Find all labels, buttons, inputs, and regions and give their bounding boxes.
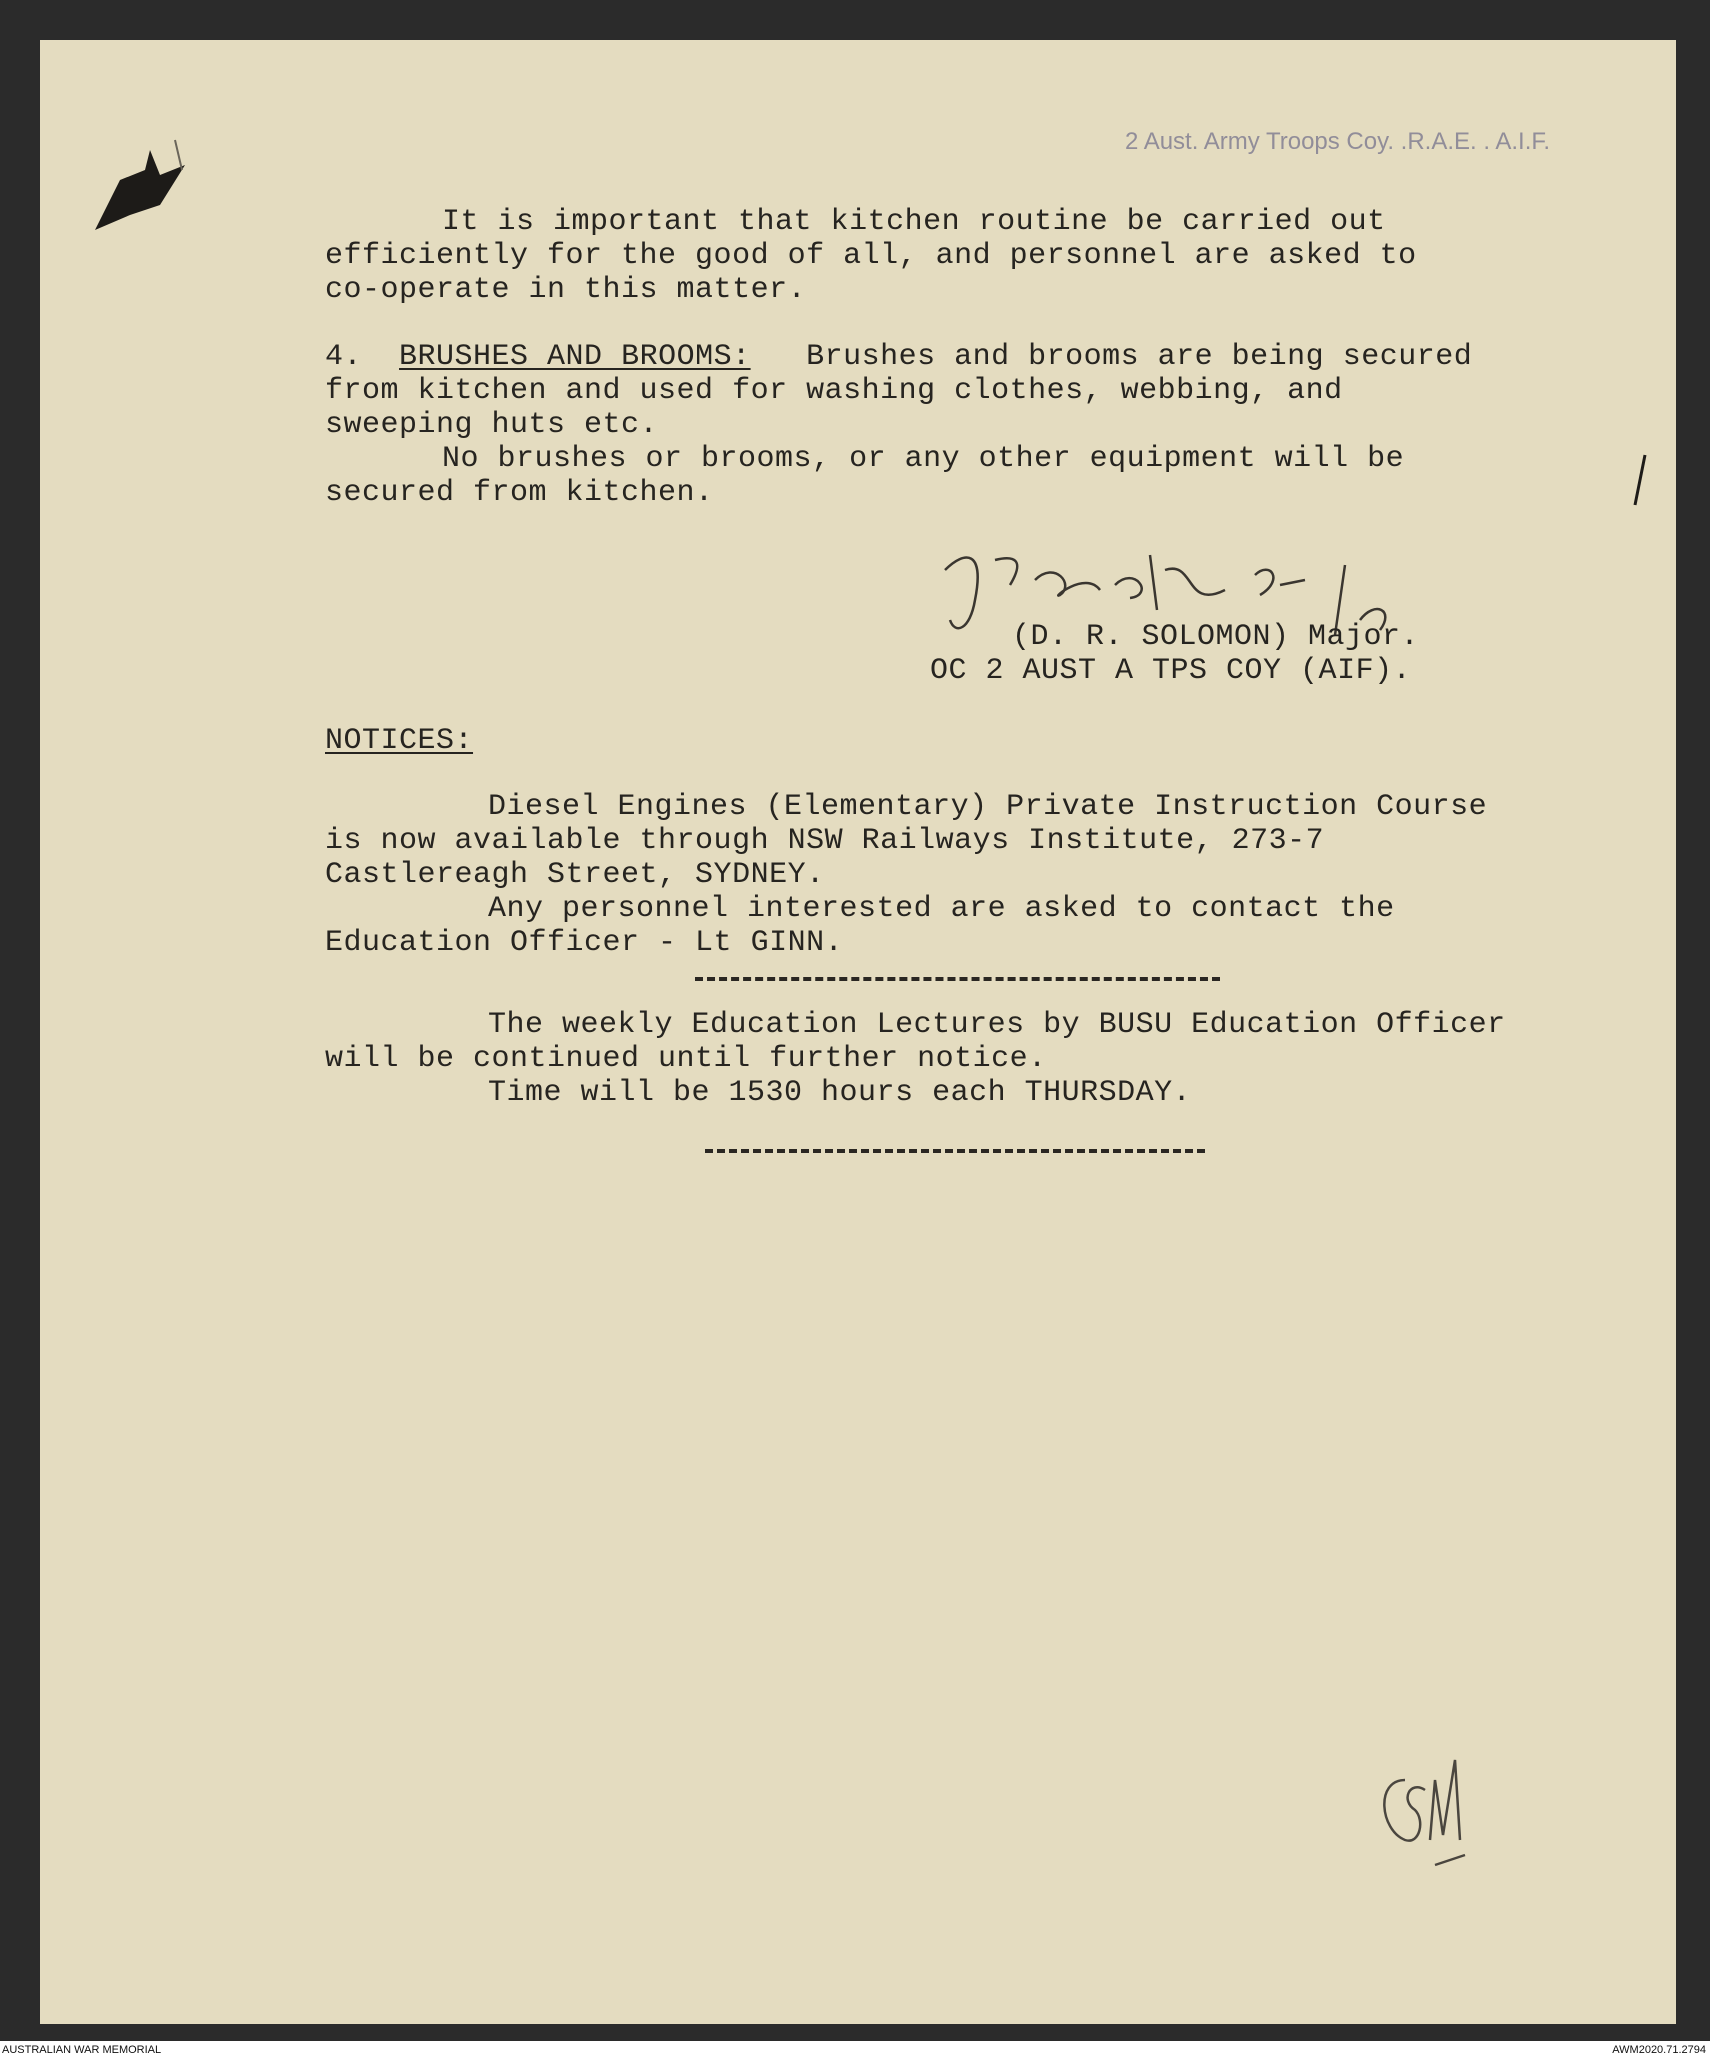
item-4-line-1 xyxy=(325,340,1472,374)
item-4-line-1-text: Brushes and brooms are being secured xyxy=(750,340,1473,374)
lectures-line-1: The weekly Education Lectures by BUSU Education Officer xyxy=(488,1008,1506,1042)
divider-1 xyxy=(695,977,1220,981)
kitchen-para-line-2: efficiently for the good of all, and personnel are asked to xyxy=(325,239,1417,273)
item-number: 4. xyxy=(325,340,363,374)
item-4-line-4: No brushes or brooms, or any other equipment will be xyxy=(442,442,1405,476)
signatory-name: (D. R. SOLOMON) Major. xyxy=(1012,620,1420,654)
document-page xyxy=(40,40,1676,2024)
lectures-line-3: Time will be 1530 hours each THURSDAY. xyxy=(488,1076,1192,1110)
diesel-line-3: Castlereagh Street, SYDNEY. xyxy=(325,858,825,892)
signatory-title: OC 2 AUST A TPS COY (AIF). xyxy=(930,654,1412,688)
item-4-line-2: from kitchen and used for washing clothes, webbing, and xyxy=(325,374,1343,408)
item-4-line-3: sweeping huts etc. xyxy=(325,408,659,442)
lectures-line-2: will be continued until further notice. xyxy=(325,1042,1047,1076)
diesel-line-4: Any personnel interested are asked to contact the xyxy=(488,892,1395,926)
footer-reference: AWM2020.71.2794 xyxy=(1612,2044,1706,2056)
footer-source: AUSTRALIAN WAR MEMORIAL xyxy=(2,2044,162,2056)
diesel-line-5: Education Officer - Lt GINN. xyxy=(325,926,844,960)
divider-2 xyxy=(705,1149,1205,1153)
item-heading: BRUSHES AND BROOMS: xyxy=(399,340,751,374)
kitchen-para-line-1: It is important that kitchen routine be carried out xyxy=(442,205,1386,239)
torn-paper-mark xyxy=(90,130,200,240)
unit-stamp: 2 Aust. Army Troops Coy. .R.A.E. . A.I.F. xyxy=(1125,128,1551,155)
kitchen-para-line-3: co-operate in this matter. xyxy=(325,273,807,307)
margin-mark xyxy=(1630,450,1650,510)
handwritten-initials xyxy=(1365,1740,1505,1880)
diesel-line-1: Diesel Engines (Elementary) Private Instruction Course xyxy=(488,790,1488,824)
item-4-line-5: secured from kitchen. xyxy=(325,476,714,510)
diesel-line-2: is now available through NSW Railways Institute, 273-7 xyxy=(325,824,1325,858)
notices-heading: NOTICES: xyxy=(325,724,474,758)
footer-bar xyxy=(0,2041,1710,2061)
